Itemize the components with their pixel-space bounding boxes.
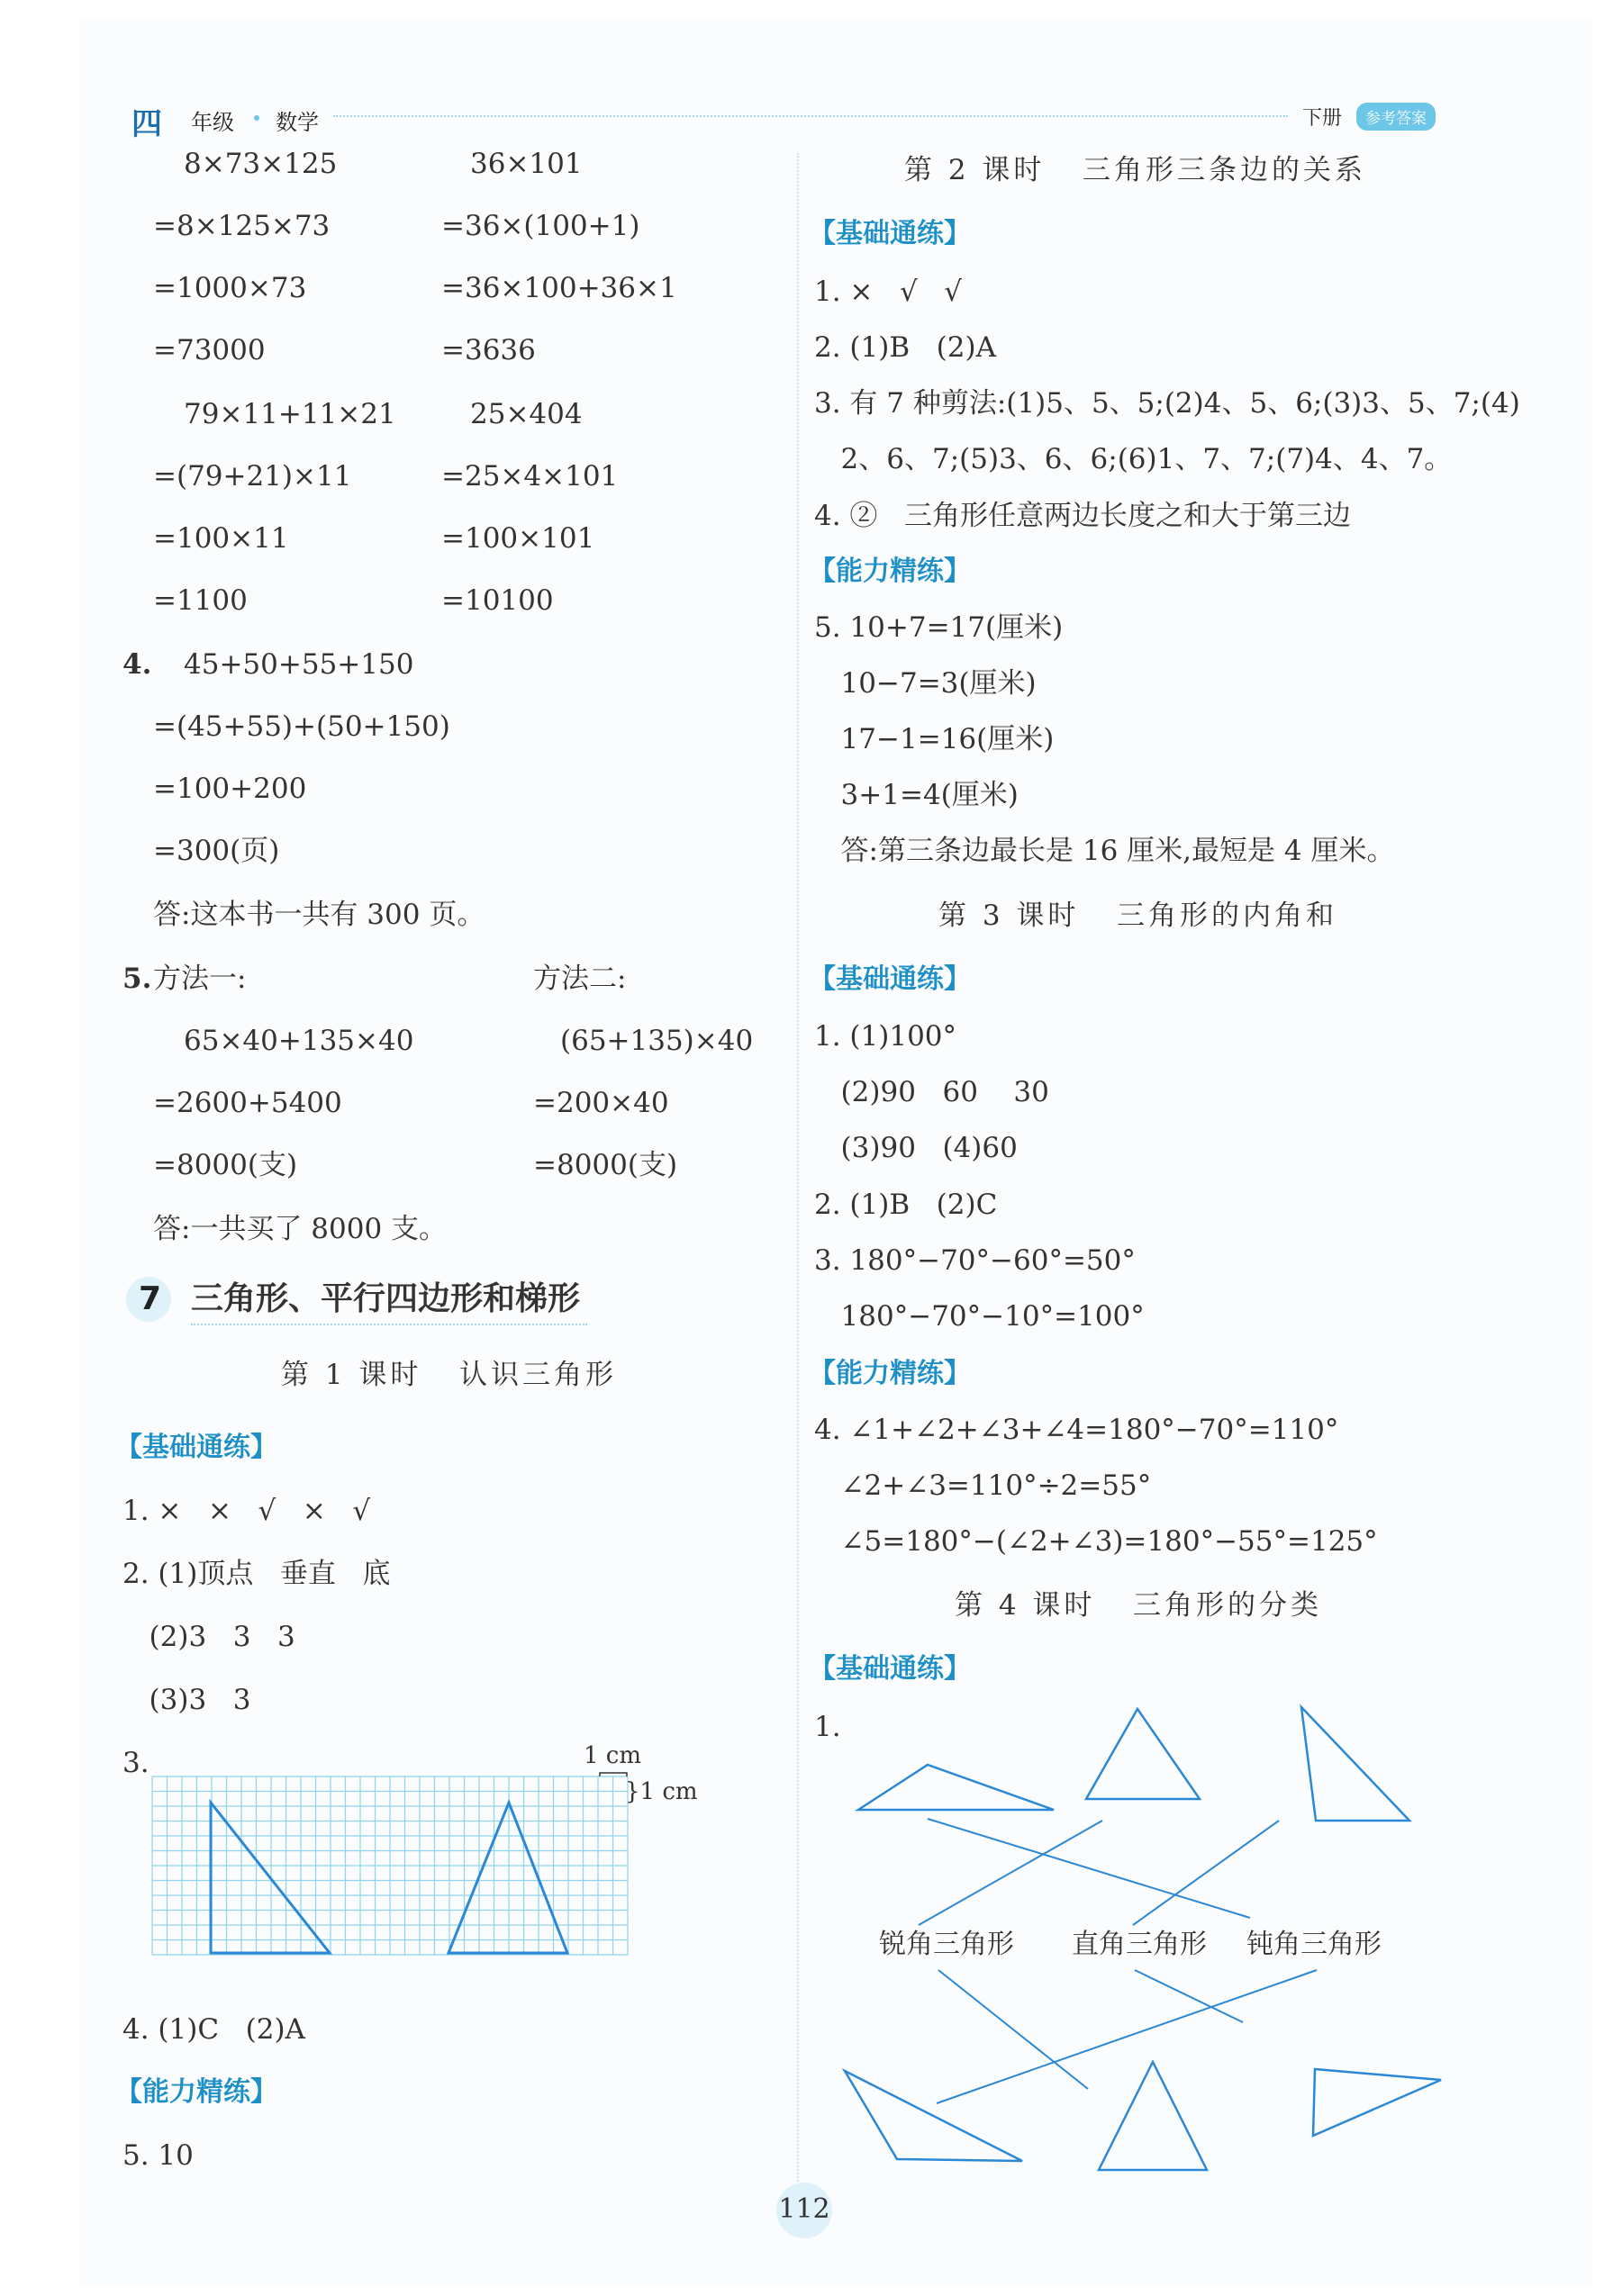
calc-line: 79×11+11×21 [184,398,396,430]
calc-line: =100+200 [153,773,307,805]
match-line [928,1819,1250,1918]
obtuse-triangle-top [858,1765,1054,1810]
answer-line: ∠2+∠3=110°÷2=55° [814,1469,1152,1502]
lesson-title: 第 2 课时 三角形三条边的关系 [904,154,1366,186]
calc-line: =25×4×101 [441,460,619,493]
header-rule [333,115,1288,117]
answer-line: 4. ∠1+∠2+∠3+∠4=180°−70°=110° [814,1414,1339,1446]
calc-line: =8000(支) [533,1149,678,1181]
answer-line: 10−7=3(厘米) [814,667,1037,700]
answer-line: 5. 10+7=17(厘米) [814,611,1064,644]
chapter-title: 三角形、平行四边形和梯形 [191,1280,581,1317]
calc-line: 8×73×125 [184,148,338,180]
label-obtuse: 钝角三角形 [1246,1929,1382,1960]
lesson-title: 第 3 课时 三角形的内角和 [938,899,1337,932]
calc-line: =(45+55)+(50+150) [153,710,450,743]
section-tag-basic: 【基础通练】 [809,1653,971,1685]
match-line [938,1970,1088,2089]
calc-line: 25×404 [470,398,583,430]
unit-label: 1 cm [584,1742,642,1769]
answer-line: 5. 10 [122,2139,194,2172]
chapter-underline [191,1324,587,1325]
answer-line: 答:第三条边最长是 16 厘米,最短是 4 厘米。 [814,835,1395,867]
calc-line: =(79+21)×11 [153,460,352,493]
lesson-title: 第 1 课时 认识三角形 [281,1359,617,1391]
acute-triangle-bottom [1099,2062,1207,2170]
answer-line: (3)90 (4)60 [814,1132,1018,1164]
answer-line: 180°−70°−10°=100° [814,1300,1145,1333]
calc-line: =2600+5400 [153,1087,342,1119]
calc-line: 36×101 [470,148,583,180]
section-tag-basic: 【基础通练】 [115,1432,277,1463]
answer-badge: 参考答案 [1356,103,1436,131]
match-line [937,1970,1317,2103]
answer-line: (2)3 3 3 [122,1621,295,1653]
chapter-number: 7 [139,1280,162,1317]
answer-line: 答:一共买了 8000 支。 [153,1213,448,1245]
calc-line: =8×125×73 [153,210,331,242]
lesson-title: 第 4 课时 三角形的分类 [955,1589,1322,1622]
question-number: 5. [122,963,152,995]
obtuse-triangle-bottom [845,2071,1022,2161]
answer-line: 答:这本书一共有 300 页。 [153,899,485,931]
grade-label: 年级 [191,110,234,135]
grid-figure [148,1772,688,1988]
answer-line: 1. (1)100° [814,1020,957,1053]
answer-line: 3. 有 7 种剪法:(1)5、5、5;(2)4、5、6;(3)3、5、7;(4) [814,387,1520,420]
answer-line: 3. 180°−70°−60°=50° [814,1244,1136,1277]
section-tag-basic: 【基础通练】 [809,218,971,249]
match-line [1133,1821,1279,1925]
answer-line: 2. (1)B (2)A [814,331,996,364]
section-tag-ability: 【能力精练】 [115,2076,277,2108]
answer-line: 1. × × √ × √ [122,1495,371,1527]
header-dot [254,115,259,121]
subject-label: 数学 [276,110,319,135]
section-tag-ability: 【能力精练】 [809,1358,971,1389]
label-acute: 锐角三角形 [879,1929,1014,1960]
column-divider [797,153,799,2188]
question-number: 3. [122,1747,150,1779]
right-triangle-top [1301,1707,1409,1821]
calc-line: =200×40 [533,1087,669,1119]
right-triangle [211,1803,330,1953]
answer-line: 17−1=16(厘米) [814,723,1055,755]
acute-triangle-top [1086,1709,1200,1799]
volume-label: 下册 [1302,107,1343,130]
calc-line: =8000(支) [153,1149,298,1181]
calc-line: =1100 [153,584,248,617]
calc-line: =36×(100+1) [441,210,640,242]
answer-line: 2. (1)顶点 垂直 底 [122,1558,391,1590]
calc-line: 65×40+135×40 [184,1025,414,1057]
question-number: 1. [814,1711,841,1743]
method-title: 方法二: [533,963,627,995]
unit-label: }1 cm [625,1778,698,1805]
section-tag-ability: 【能力精练】 [809,556,971,587]
page-number: 112 [778,2193,830,2225]
answer-line: 2、6、7;(5)3、6、6;(6)1、7、7;(7)4、4、7。 [814,443,1453,475]
answer-line: 1. × √ √ [814,276,963,308]
isosceles-triangle [449,1803,567,1953]
answer-line: ∠5=180°−(∠2+∠3)=180°−55°=125° [814,1525,1378,1558]
answer-line: 2. (1)B (2)C [814,1189,998,1221]
question-number: 4. [122,648,152,681]
method-title: 方法一: [153,963,247,995]
calc-line: =300(页) [153,835,280,867]
calc-line: (65+135)×40 [560,1025,754,1057]
calc-line: =100×11 [153,522,289,555]
answer-line: (3)3 3 [122,1684,251,1716]
calc-line: 45+50+55+150 [184,648,414,681]
calc-line: =36×100+36×1 [441,272,677,304]
calc-line: =3636 [441,334,536,366]
section-tag-basic: 【基础通练】 [809,963,971,995]
calc-line: =10100 [441,584,554,617]
answer-line: (2)90 60 30 [814,1076,1049,1108]
answer-line: 4. (1)C (2)A [122,2013,305,2046]
answer-line: 4. ② 三角形任意两边长度之和大于第三边 [814,500,1351,532]
calc-line: =1000×73 [153,272,307,304]
right-triangle-bottom [1313,2069,1441,2136]
calc-line: =73000 [153,334,266,366]
calc-line: =100×101 [441,522,595,555]
answer-line: 3+1=4(厘米) [814,779,1019,811]
label-right: 直角三角形 [1072,1929,1207,1960]
grade-char: 四 [131,106,162,142]
match-line [919,1821,1102,1925]
